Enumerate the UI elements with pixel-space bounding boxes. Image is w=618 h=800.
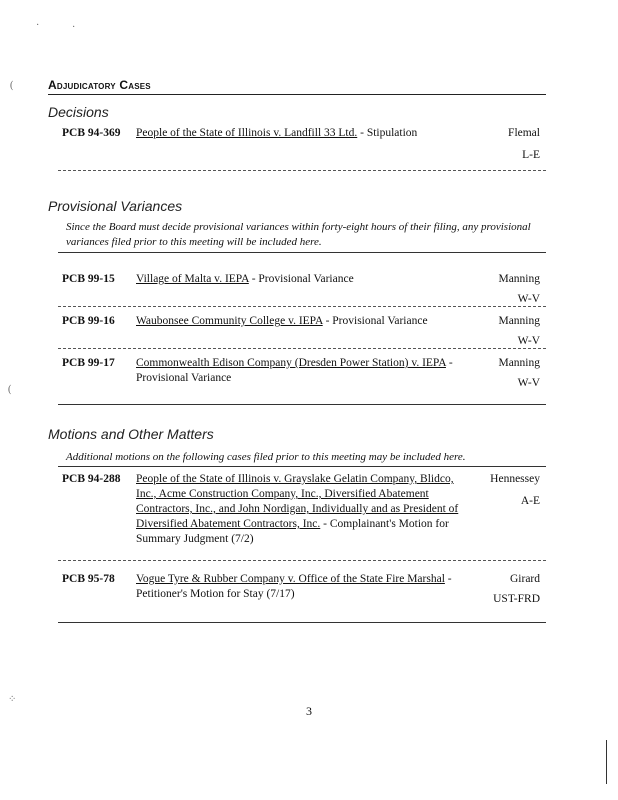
adjudicatory-cases-heading: Adjudicatory Cases — [48, 78, 546, 95]
case-description — [136, 272, 466, 287]
board-member: Manning — [498, 357, 540, 369]
case-type-code: L-E — [522, 149, 540, 161]
case-title: Village of Malta v. IEPA — [136, 273, 249, 285]
case-description — [136, 126, 466, 141]
board-member: Girard — [509, 573, 540, 585]
row-divider — [58, 306, 546, 307]
case-number: PCB 94-369 — [62, 127, 121, 139]
scan-speck: ⁘ — [8, 694, 17, 705]
decisions-heading: Decisions — [48, 104, 109, 120]
provisional-variances-heading: Provisional Variances — [48, 198, 183, 214]
case-description — [136, 314, 466, 329]
case-number: PCB 99-17 — [62, 357, 115, 369]
case-title: Waubonsee Community College v. IEPA — [136, 315, 323, 327]
case-action: - Petitioner's Motion for Stay (7/17) — [136, 573, 452, 600]
case-title: Vogue Tyre & Rubber Company v. Office of the State Fire Marshal — [136, 573, 445, 585]
case-number: PCB 95-78 — [62, 573, 115, 585]
case-action: - Stipulation — [357, 127, 418, 139]
scan-edge-mark — [606, 740, 608, 784]
page-number: 3 — [306, 704, 312, 718]
row-divider — [58, 170, 546, 171]
case-title: People of the State of Illinois v. Landfill 33 Ltd. — [136, 127, 358, 139]
case-type-code: W-V — [517, 293, 540, 305]
case-number: PCB 99-16 — [62, 315, 115, 327]
case-description — [136, 572, 466, 602]
section-divider — [58, 622, 546, 623]
row-divider — [58, 348, 546, 349]
motions-heading: Motions and Other Matters — [48, 426, 214, 442]
case-action: - Complainant's Motion for Summary Judgment (7/2) — [136, 518, 449, 545]
board-member: Manning — [498, 273, 540, 285]
case-type-code: A-E — [520, 495, 540, 507]
case-title: People of the State of Illinois v. Grayslake Gelatin Company, Blidco, Inc., Acme Construction Company, Inc., Diversified Abatement Contractors, Inc., and John Nordigan, Individually and as President of Diversified Abatement Contractors, Inc. — [136, 473, 459, 530]
row-divider — [58, 560, 546, 561]
scan-speck: ( — [8, 384, 12, 395]
case-description — [136, 472, 466, 547]
case-action: - Provisional Variance — [322, 315, 428, 327]
section-divider — [58, 252, 546, 253]
scan-speck: ( — [10, 80, 14, 91]
section-divider — [58, 466, 546, 467]
provisional-variances-note: Since the Board must decide provisional variances within forty-eight hours of their filing, any provisional variances filed prior to this meeting will be included here. — [66, 221, 531, 248]
case-title: Commonwealth Edison Company (Dresden Power Station) v. IEPA — [136, 357, 446, 369]
case-type-code: W-V — [517, 377, 540, 389]
case-number: PCB 94-288 — [62, 473, 121, 485]
board-member: Manning — [498, 315, 540, 327]
case-action: - Provisional Variance — [136, 357, 453, 384]
scan-speck: · — [72, 22, 76, 33]
case-type-code: W-V — [517, 335, 540, 347]
board-member: Flemal — [508, 127, 540, 139]
case-type-code: UST-FRD — [493, 593, 540, 605]
board-member: Hennessey — [490, 473, 540, 485]
case-description — [136, 356, 466, 386]
case-number: PCB 99-15 — [62, 273, 115, 285]
scan-speck: · — [36, 20, 40, 31]
motions-note: Additional motions on the following cases filed prior to this meeting may be included here. — [66, 451, 466, 463]
case-action: - Provisional Variance — [248, 273, 354, 285]
section-divider — [58, 404, 546, 405]
